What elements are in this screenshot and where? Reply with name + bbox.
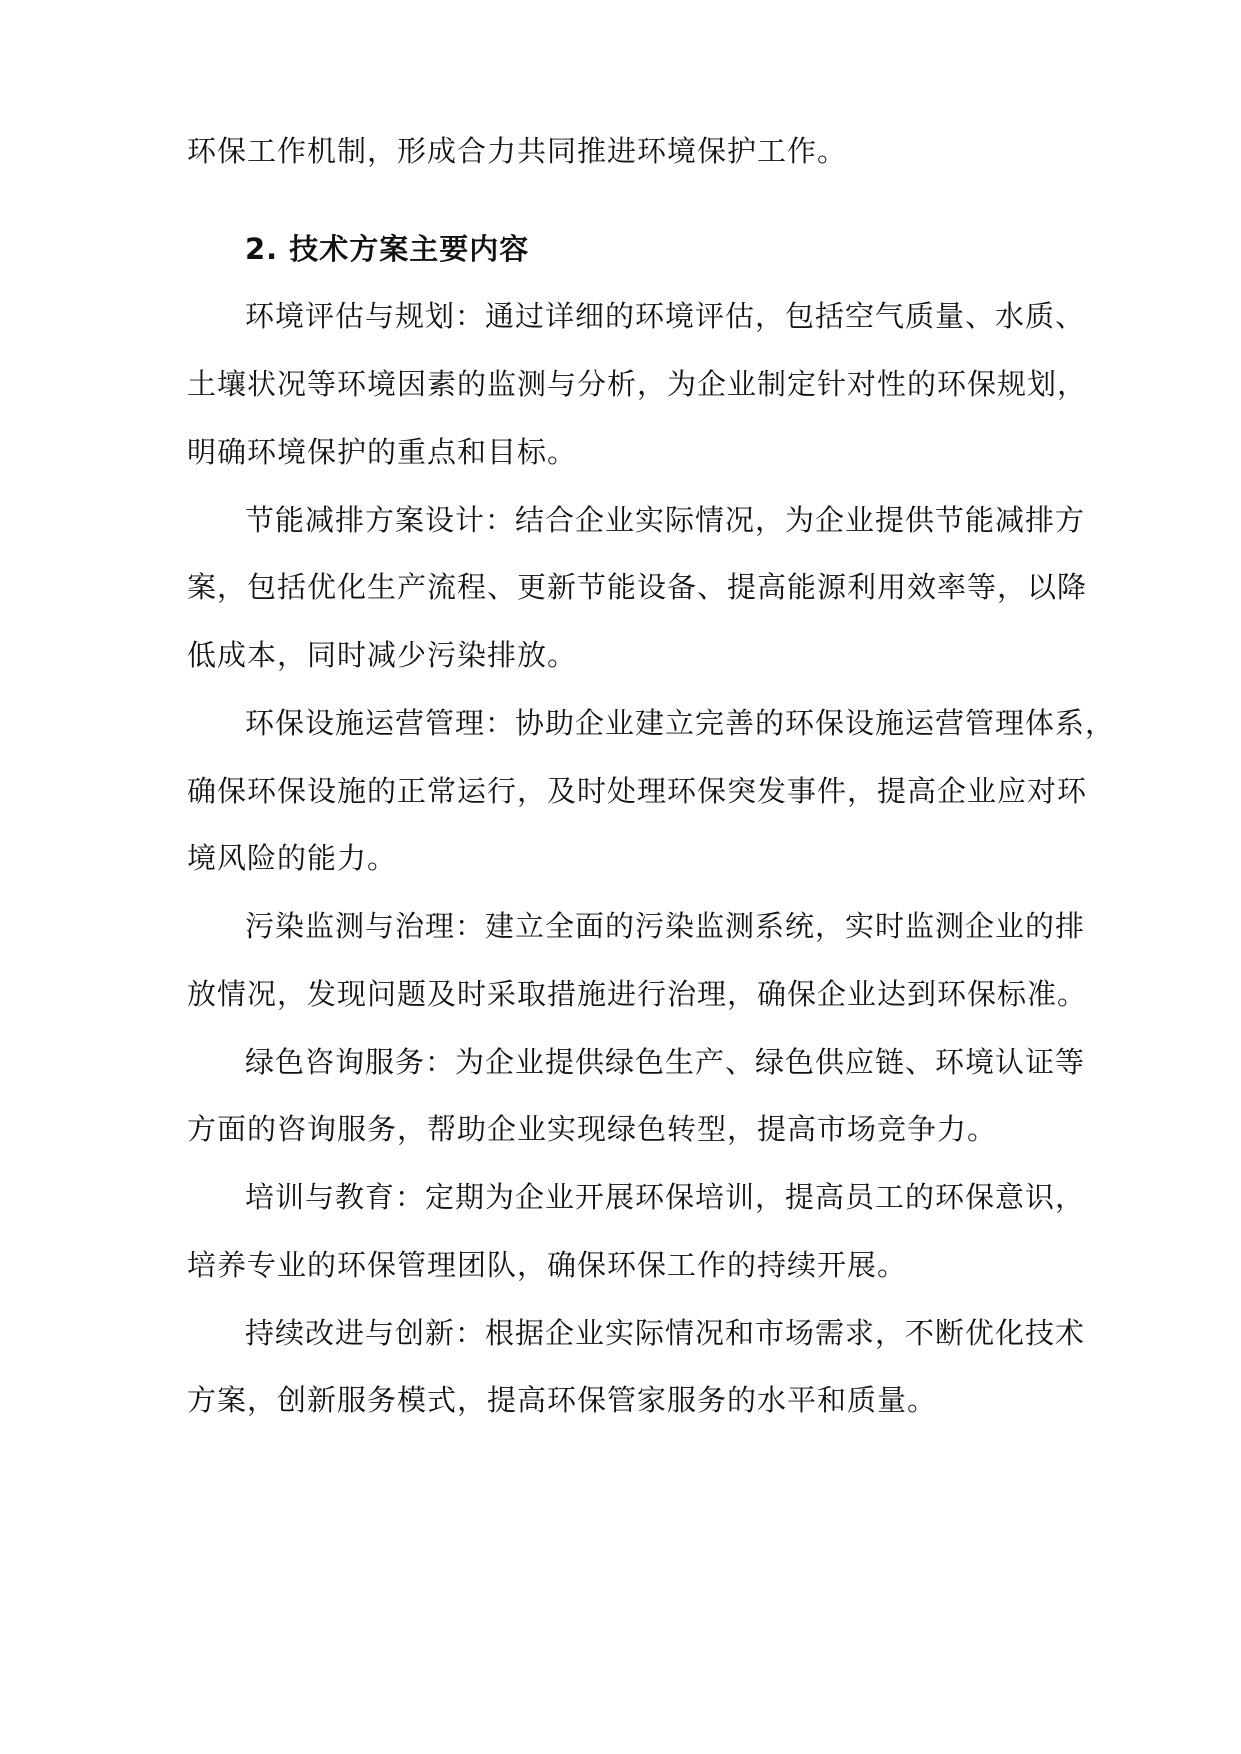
section-heading: 2. 技术方案主要内容 [245,232,530,266]
paragraph-line: 土壤状况等环境因素的监测与分析，为企业制定针对性的环保规划， [187,367,1088,401]
paragraph-line: 持续改进与创新：根据企业实际情况和市场需求，不断优化技术 [245,1316,1086,1350]
paragraph-line: 放情况，发现问题及时采取措施进行治理，确保企业达到环保标准。 [187,977,1088,1011]
paragraph-line: 节能减排方案设计：结合企业实际情况，为企业提供节能减排方 [245,503,1086,537]
paragraph-line: 培养专业的环保管理团队，确保环保工作的持续开展。 [187,1248,908,1282]
paragraph-line: 绿色咨询服务：为企业提供绿色生产、绿色供应链、环境认证等 [245,1045,1086,1079]
paragraph-line: 低成本，同时减少污染排放。 [187,638,578,672]
paragraph-line: 明确环境保护的重点和目标。 [187,435,578,469]
paragraph-line: 案，包括优化生产流程、更新节能设备、提高能源利用效率等，以降 [187,570,1088,604]
paragraph-line: 境风险的能力。 [187,841,398,875]
paragraph-continuation: 环保工作机制，形成合力共同推进环境保护工作。 [187,134,848,168]
paragraph-line: 方面的咨询服务，帮助企业实现绿色转型，提高市场竞争力。 [187,1112,998,1146]
paragraph-line: 确保环保设施的正常运行，及时处理环保突发事件，提高企业应对环 [187,774,1088,808]
paragraph-line: 环保设施运营管理：协助企业建立完善的环保设施运营管理体系， [245,706,1116,740]
paragraph-line: 方案，创新服务模式，提高环保管家服务的水平和质量。 [187,1383,938,1417]
paragraph-line: 培训与教育：定期为企业开展环保培训，提高员工的环保意识， [245,1180,1086,1214]
paragraph-line: 环境评估与规划：通过详细的环境评估，包括空气质量、水质、 [245,299,1086,333]
paragraph-line: 污染监测与治理：建立全面的污染监测系统，实时监测企业的排 [245,909,1086,943]
